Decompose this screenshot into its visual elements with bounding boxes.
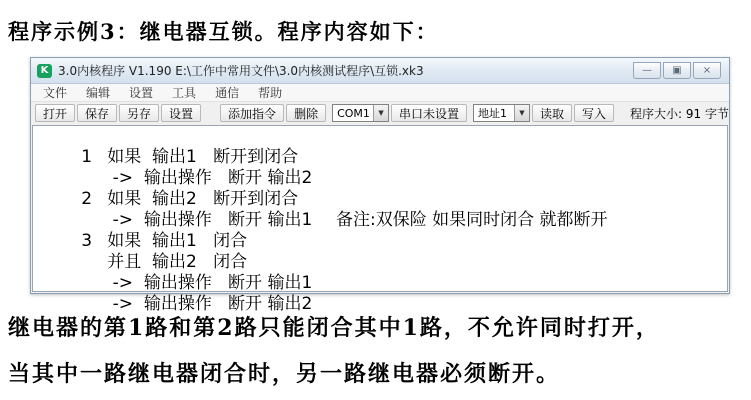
row-comment: 备注:双保险 如果同时闭合 就都断开 [336, 210, 608, 230]
menu-item-help[interactable]: 帮助 [258, 86, 283, 100]
menu-item-comm[interactable]: 通信 [215, 86, 240, 100]
menu-item-file[interactable]: 文件 [43, 86, 68, 100]
menubar [31, 84, 729, 102]
chevron-down-icon[interactable]: ▼ [514, 105, 529, 121]
save-button[interactable]: 保存 [77, 104, 117, 122]
program-size-label: 程序大小: 91 字节 [630, 106, 729, 121]
program-row[interactable] [33, 231, 727, 272]
program-row[interactable] [33, 147, 727, 188]
read-button[interactable]: 读取 [532, 104, 572, 122]
address-select[interactable] [473, 104, 530, 122]
row-text: -> 输出操作 断开 输出2 [107, 294, 313, 314]
write-button[interactable]: 写入 [574, 104, 614, 122]
com-port-value: COM1 [337, 106, 370, 120]
row-text: 并且 输出2 闭合 [107, 252, 248, 272]
app-icon: K [37, 64, 52, 78]
close-button[interactable]: × [693, 62, 721, 79]
app-window [30, 57, 730, 314]
delete-button[interactable]: 删除 [286, 104, 326, 122]
row-text: -> 输出操作 断开 输出1 [107, 273, 313, 293]
program-row[interactable] [33, 252, 727, 293]
settings-button[interactable]: 设置 [161, 104, 201, 122]
window-controls [633, 62, 723, 79]
titlebar[interactable] [31, 58, 729, 84]
menu-item-settings[interactable]: 设置 [129, 86, 154, 100]
row-text: -> 输出操作 断开 输出1 [107, 210, 313, 230]
minimize-button[interactable]: — [633, 62, 661, 79]
program-row[interactable] [33, 126, 727, 167]
row-text: 如果 输出1 断开到闭合 [107, 147, 299, 167]
toolbar [31, 102, 729, 124]
row-number: 1 [81, 147, 93, 167]
window-title: 3.0内核程序 V1.190 E:\工作中常用文件\3.0内核测试程序\互锁.xk3 [58, 64, 424, 78]
serial-status-button[interactable]: 串口未设置 [391, 104, 467, 122]
save-as-button[interactable]: 另存 [119, 104, 159, 122]
program-editor[interactable] [32, 125, 728, 314]
menu-item-tools[interactable]: 工具 [172, 86, 197, 100]
maximize-button[interactable]: ▣ [663, 62, 691, 79]
chevron-down-icon[interactable]: ▼ [373, 105, 388, 121]
intro-text: 程序示例3：继电器互锁。程序内容如下： [8, 19, 439, 44]
footer-text-line1: 继电器的第1路和第2路只能闭合其中1路，不允许同时打开， [8, 315, 660, 341]
row-text: 如果 输出2 断开到闭合 [107, 189, 299, 209]
open-button[interactable]: 打开 [35, 104, 75, 122]
program-row[interactable] [33, 273, 727, 314]
program-row[interactable] [33, 168, 727, 209]
row-text: -> 输出操作 断开 输出2 [107, 168, 313, 188]
row-number: 2 [81, 189, 93, 209]
program-row[interactable] [33, 210, 727, 251]
row-number: 3 [81, 231, 93, 251]
address-value: 地址1 [478, 107, 508, 120]
row-text: 如果 输出1 闭合 [107, 231, 248, 251]
menu-item-edit[interactable]: 编辑 [86, 86, 111, 100]
add-command-button[interactable]: 添加指令 [220, 104, 284, 122]
footer-text-line2: 当其中一路继电器闭合时，另一路继电器必须断开。 [8, 361, 561, 387]
com-port-select[interactable] [332, 104, 389, 122]
